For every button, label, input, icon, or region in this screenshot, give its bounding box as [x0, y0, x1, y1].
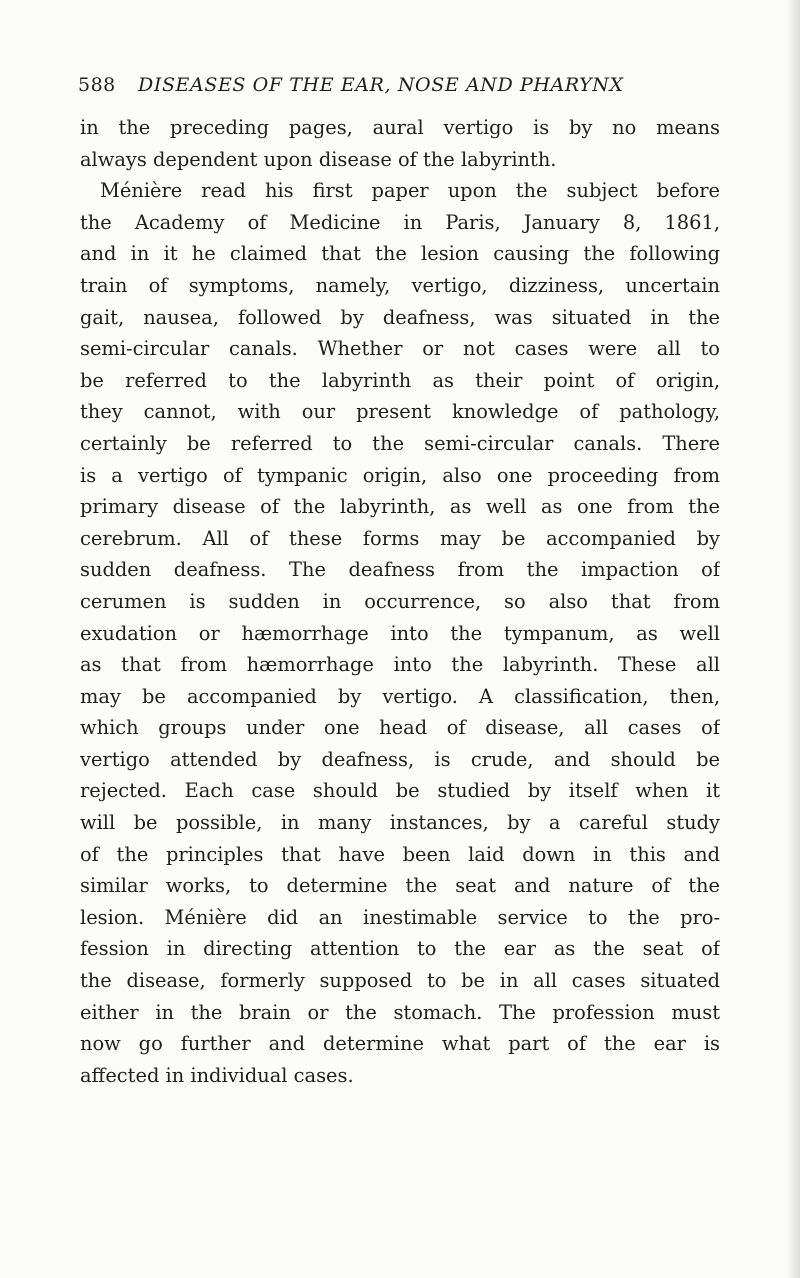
running-head-title: DISEASES OF THE EAR, NOSE AND PHARYNX: [138, 74, 624, 96]
text-line: Ménière read his first paper upon the subject before: [100, 179, 720, 203]
page-number: 588: [78, 74, 116, 96]
text-line: and in it he claimed that the lesion causing the following: [80, 242, 720, 266]
text-line: primary disease of the labyrinth, as well as one from the: [80, 495, 720, 519]
text-line: is a vertigo of tympanic origin, also one proceeding from: [80, 463, 720, 487]
text-line: will be possible, in many instances, by a careful study: [80, 811, 720, 835]
text-line: exudation or hæmorrhage into the tympanum, as well: [80, 621, 720, 645]
text-line: either in the brain or the stomach. The profession must: [80, 1000, 720, 1024]
text-line: gait, nausea, followed by deafness, was situated in the: [80, 305, 720, 329]
text-line: semi-circular canals. Whether or not cases were all to: [80, 337, 720, 361]
text-line: lesion. Ménière did an inestimable service to the pro-: [80, 905, 720, 929]
text-line: which groups under one head of disease, all cases of: [80, 716, 720, 740]
text-line: the Academy of Medicine in Paris, January 8, 1861,: [80, 210, 720, 234]
text-line: sudden deafness. The deafness from the impaction of: [80, 558, 720, 582]
text-line: as that from hæmorrhage into the labyrinth. These all: [80, 653, 720, 677]
text-line: cerumen is sudden in occurrence, so also that from: [80, 589, 720, 613]
text-line: cerebrum. All of these forms may be accompanied by: [80, 526, 720, 550]
text-line: in the preceding pages, aural vertigo is by no means: [80, 116, 720, 139]
page-edge-shadow: [786, 0, 800, 1278]
text-line: the disease, formerly supposed to be in all cases situated: [80, 969, 720, 993]
text-line: be referred to the labyrinth as their point of origin,: [80, 368, 720, 392]
running-head: [78, 70, 718, 100]
text-line: vertigo attended by deafness, is crude, and should be: [80, 747, 720, 771]
body-text: [80, 112, 720, 1091]
text-line: may be accompanied by vertigo. A classification, then,: [80, 684, 720, 708]
text-line: affected in individual cases.: [80, 1063, 354, 1087]
text-line: train of symptoms, namely, vertigo, dizziness, uncertain: [80, 273, 720, 297]
text-line: of the principles that have been laid down in this and: [80, 842, 720, 866]
text-line: they cannot, with our present knowledge of pathology,: [80, 400, 720, 424]
text-line: similar works, to determine the seat and nature of the: [80, 874, 720, 898]
text-line: fession in directing attention to the ear as the seat of: [80, 937, 720, 961]
text-line: rejected. Each case should be studied by itself when it: [80, 779, 720, 803]
text-line: now go further and determine what part of the ear is: [80, 1032, 720, 1056]
text-line: certainly be referred to the semi-circular canals. There: [80, 431, 720, 455]
text-line: always dependent upon disease of the labyrinth.: [80, 147, 557, 171]
